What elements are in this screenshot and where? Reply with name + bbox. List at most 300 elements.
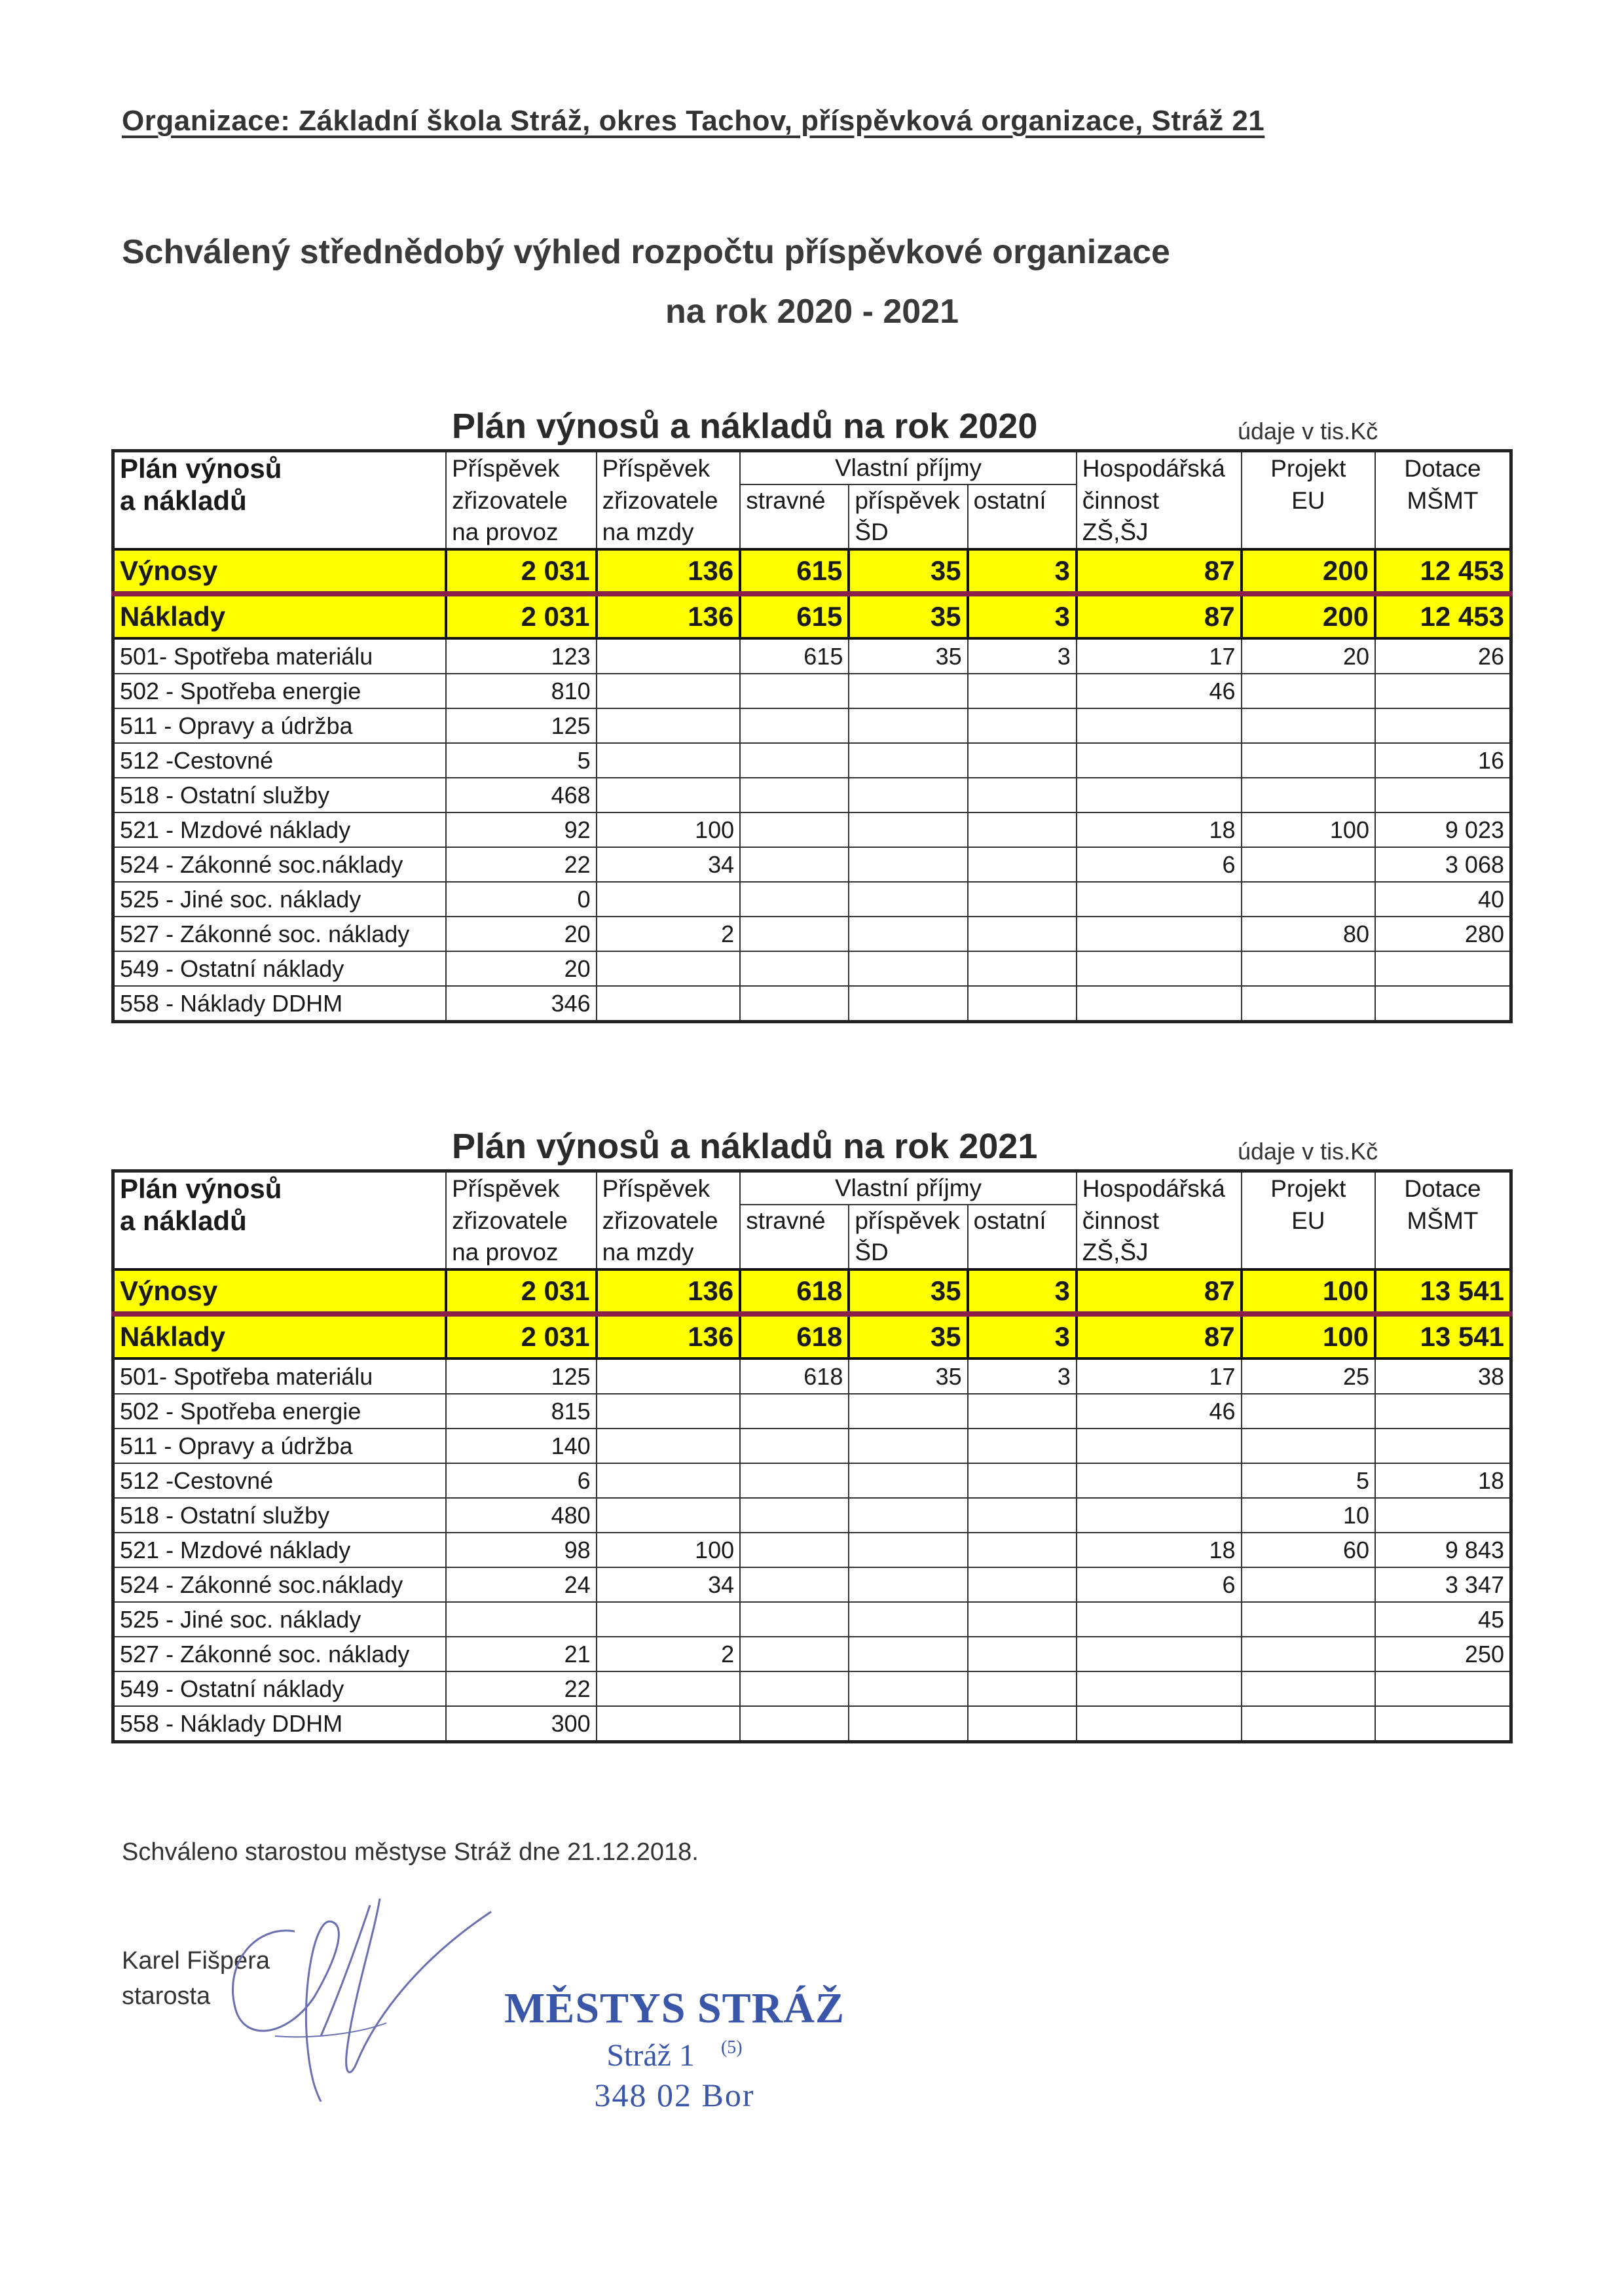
table-row bbox=[113, 986, 1511, 1022]
row-cell bbox=[740, 951, 849, 986]
table-row bbox=[113, 1358, 1511, 1394]
row-cell bbox=[849, 1671, 967, 1706]
row-cell bbox=[597, 1602, 741, 1637]
table-title: Plán výnosů a nákladů na rok 2020 bbox=[452, 407, 1038, 446]
header-ostatni: ostatní bbox=[968, 1205, 1077, 1237]
row-label: 501- Spotřeba materiálu bbox=[113, 1358, 447, 1394]
row-cell bbox=[597, 778, 741, 812]
row-label: 521 - Mzdové náklady bbox=[113, 812, 447, 847]
table-row bbox=[113, 1429, 1511, 1463]
signer-name: Karel Fišpera bbox=[122, 1947, 270, 1975]
row-cell: 17 bbox=[1077, 638, 1242, 674]
row-cell bbox=[1242, 743, 1375, 778]
sum-cell: 618 bbox=[740, 1314, 849, 1358]
row-cell: 100 bbox=[597, 1533, 741, 1567]
header-dotace: MŠMT bbox=[1375, 1205, 1511, 1237]
row-cell bbox=[1375, 1429, 1511, 1463]
sum-cell: 87 bbox=[1077, 549, 1242, 594]
row-cell: 22 bbox=[446, 847, 597, 882]
row-cell bbox=[1375, 1394, 1511, 1429]
row-cell bbox=[1242, 1671, 1375, 1706]
row-cell bbox=[968, 1706, 1077, 1742]
row-cell bbox=[740, 1637, 849, 1671]
row-label: 549 - Ostatní náklady bbox=[113, 951, 447, 986]
sum-cell: 12 453 bbox=[1375, 549, 1511, 594]
row-cell bbox=[740, 812, 849, 847]
naklady-label: Náklady bbox=[113, 1314, 447, 1358]
row-cell bbox=[597, 1671, 741, 1706]
row-cell bbox=[849, 986, 967, 1022]
table-row bbox=[113, 1463, 1511, 1498]
row-cell: 815 bbox=[446, 1394, 597, 1429]
header-mzdy: zřizovatele bbox=[597, 1205, 741, 1237]
row-cell bbox=[968, 1498, 1077, 1533]
handwritten-signature bbox=[216, 1886, 530, 2108]
row-cell: 346 bbox=[446, 986, 597, 1022]
header-label: Plán výnosů bbox=[113, 1171, 447, 1205]
sum-cell: 200 bbox=[1242, 549, 1375, 594]
sum-cell: 12 453 bbox=[1375, 594, 1511, 638]
header-mzdy: na mzdy bbox=[597, 1237, 741, 1269]
row-cell bbox=[968, 1463, 1077, 1498]
row-cell bbox=[1242, 1567, 1375, 1602]
row-cell bbox=[1077, 1463, 1242, 1498]
sum-cell: 35 bbox=[849, 1314, 967, 1358]
row-cell: 6 bbox=[446, 1463, 597, 1498]
row-cell bbox=[849, 778, 967, 812]
row-cell: 80 bbox=[1242, 917, 1375, 951]
row-cell bbox=[740, 882, 849, 917]
row-cell: 480 bbox=[446, 1498, 597, 1533]
row-cell bbox=[1242, 674, 1375, 708]
row-cell bbox=[1242, 1429, 1375, 1463]
row-cell: 60 bbox=[1242, 1533, 1375, 1567]
signer-role: starosta bbox=[122, 1982, 211, 2010]
row-cell bbox=[740, 1706, 849, 1742]
approval-note: Schváleno starostou městyse Stráž dne 21.12.2018. bbox=[122, 1838, 699, 1866]
row-cell bbox=[1077, 1706, 1242, 1742]
sum-cell: 615 bbox=[740, 549, 849, 594]
sum-cell: 87 bbox=[1077, 1314, 1242, 1358]
row-cell: 46 bbox=[1077, 674, 1242, 708]
stamp-address bbox=[498, 2037, 851, 2073]
row-cell: 100 bbox=[1242, 812, 1375, 847]
row-cell bbox=[1242, 882, 1375, 917]
header-row bbox=[113, 1237, 1511, 1269]
header-stravne-empty bbox=[740, 1237, 849, 1269]
header-hospodarska: činnost bbox=[1077, 484, 1242, 517]
row-cell bbox=[968, 1602, 1077, 1637]
table-row bbox=[113, 812, 1511, 847]
sum-cell: 136 bbox=[597, 1314, 741, 1358]
row-cell: 9 023 bbox=[1375, 812, 1511, 847]
row-cell bbox=[740, 1498, 849, 1533]
sum-cell: 2 031 bbox=[446, 549, 597, 594]
row-cell bbox=[740, 1394, 849, 1429]
vynosy-row bbox=[113, 1269, 1511, 1314]
sum-cell: 136 bbox=[597, 549, 741, 594]
row-cell bbox=[597, 638, 741, 674]
header-vlastni-prijmy: Vlastní příjmy bbox=[740, 1171, 1077, 1205]
header-projekt-empty bbox=[1242, 1237, 1375, 1269]
row-label: 524 - Zákonné soc.náklady bbox=[113, 1567, 447, 1602]
row-cell bbox=[740, 1533, 849, 1567]
header-provoz: na provoz bbox=[446, 1237, 597, 1269]
table-row bbox=[113, 1602, 1511, 1637]
row-cell bbox=[740, 847, 849, 882]
row-cell: 300 bbox=[446, 1706, 597, 1742]
sum-cell: 13 541 bbox=[1375, 1269, 1511, 1314]
header-prispevek-sd: ŠD bbox=[849, 517, 967, 549]
stamp-postal: 348 02 Bor bbox=[594, 2077, 755, 2113]
row-cell bbox=[1242, 778, 1375, 812]
row-cell bbox=[740, 1602, 849, 1637]
sum-cell: 2 031 bbox=[446, 1269, 597, 1314]
row-cell: 18 bbox=[1077, 812, 1242, 847]
header-stravne: stravné bbox=[740, 1205, 849, 1237]
header-mzdy: Příspěvek bbox=[597, 451, 741, 485]
vynosy-label: Výnosy bbox=[113, 549, 447, 594]
row-cell: 18 bbox=[1375, 1463, 1511, 1498]
document-subtitle: na rok 2020 - 2021 bbox=[665, 293, 959, 331]
row-cell: 24 bbox=[446, 1567, 597, 1602]
row-cell: 45 bbox=[1375, 1602, 1511, 1637]
header-row bbox=[113, 484, 1511, 517]
row-cell: 21 bbox=[446, 1637, 597, 1671]
row-cell bbox=[740, 1671, 849, 1706]
header-hospodarska: Hospodářská bbox=[1077, 1171, 1242, 1205]
row-cell bbox=[849, 743, 967, 778]
header-prispevek-sd: příspěvek bbox=[849, 1205, 967, 1237]
row-cell bbox=[968, 1567, 1077, 1602]
organization-line: Organizace: Základní škola Stráž, okres Tachov, příspěvková organizace, Stráž 21 bbox=[122, 105, 1265, 137]
row-cell bbox=[1242, 986, 1375, 1022]
table-row bbox=[113, 1498, 1511, 1533]
row-cell bbox=[968, 1429, 1077, 1463]
row-cell bbox=[1242, 1706, 1375, 1742]
row-cell bbox=[597, 674, 741, 708]
table-row bbox=[113, 1706, 1511, 1742]
row-cell: 618 bbox=[740, 1358, 849, 1394]
header-row bbox=[113, 517, 1511, 549]
row-cell bbox=[740, 743, 849, 778]
sum-cell: 2 031 bbox=[446, 594, 597, 638]
header-stravne: stravné bbox=[740, 484, 849, 517]
sum-cell: 3 bbox=[968, 1269, 1077, 1314]
row-label: 521 - Mzdové náklady bbox=[113, 1533, 447, 1567]
row-cell bbox=[597, 743, 741, 778]
row-cell bbox=[740, 917, 849, 951]
row-cell bbox=[740, 1567, 849, 1602]
row-cell: 5 bbox=[1242, 1463, 1375, 1498]
row-cell bbox=[849, 708, 967, 743]
row-cell bbox=[1375, 1498, 1511, 1533]
header-provoz: zřizovatele bbox=[446, 484, 597, 517]
row-cell: 35 bbox=[849, 1358, 967, 1394]
row-cell: 34 bbox=[597, 1567, 741, 1602]
row-cell bbox=[1077, 882, 1242, 917]
row-label: 511 - Opravy a údržba bbox=[113, 1429, 447, 1463]
row-cell bbox=[849, 1567, 967, 1602]
sum-cell: 100 bbox=[1242, 1269, 1375, 1314]
row-cell bbox=[849, 812, 967, 847]
table-row bbox=[113, 882, 1511, 917]
row-cell: 2 bbox=[597, 1637, 741, 1671]
sum-cell: 35 bbox=[849, 549, 967, 594]
row-cell bbox=[849, 1463, 967, 1498]
row-label: 524 - Zákonné soc.náklady bbox=[113, 847, 447, 882]
row-cell: 25 bbox=[1242, 1358, 1375, 1394]
row-cell bbox=[849, 882, 967, 917]
stamp-street: Stráž 1 bbox=[606, 2038, 695, 2073]
row-label: 518 - Ostatní služby bbox=[113, 1498, 447, 1533]
row-cell: 125 bbox=[446, 708, 597, 743]
row-cell bbox=[968, 708, 1077, 743]
row-cell bbox=[1077, 778, 1242, 812]
row-cell bbox=[968, 847, 1077, 882]
row-cell bbox=[968, 812, 1077, 847]
row-cell bbox=[740, 674, 849, 708]
row-cell bbox=[849, 951, 967, 986]
stamp-number: (5) bbox=[720, 2037, 743, 2058]
table-row bbox=[113, 1533, 1511, 1567]
row-cell bbox=[1242, 1602, 1375, 1637]
row-cell bbox=[968, 1394, 1077, 1429]
row-cell bbox=[740, 1463, 849, 1498]
row-cell: 40 bbox=[1375, 882, 1511, 917]
row-cell bbox=[597, 1394, 741, 1429]
row-cell: 22 bbox=[446, 1671, 597, 1706]
sum-cell: 618 bbox=[740, 1269, 849, 1314]
row-cell bbox=[597, 1706, 741, 1742]
row-cell: 468 bbox=[446, 778, 597, 812]
header-label: Plán výnosů bbox=[113, 451, 447, 485]
row-cell bbox=[849, 1533, 967, 1567]
sum-cell: 615 bbox=[740, 594, 849, 638]
row-cell bbox=[1375, 986, 1511, 1022]
row-cell bbox=[1375, 951, 1511, 986]
row-cell bbox=[1077, 986, 1242, 1022]
header-label: a nákladů bbox=[113, 1205, 447, 1237]
header-provoz: na provoz bbox=[446, 517, 597, 549]
row-cell bbox=[1375, 1671, 1511, 1706]
header-ostatni-empty bbox=[968, 1237, 1077, 1269]
row-cell bbox=[740, 778, 849, 812]
row-cell bbox=[849, 1498, 967, 1533]
stamp-municipality: MĚSTYS STRÁŽ bbox=[504, 1984, 845, 2032]
header-dotace: MŠMT bbox=[1375, 484, 1511, 517]
row-cell bbox=[968, 674, 1077, 708]
header-hospodarska: Hospodářská bbox=[1077, 451, 1242, 485]
header-prispevek-sd: příspěvek bbox=[849, 484, 967, 517]
header-label-empty bbox=[113, 1237, 447, 1269]
header-prispevek-sd: ŠD bbox=[849, 1237, 967, 1269]
row-cell: 3 068 bbox=[1375, 847, 1511, 882]
row-cell bbox=[1242, 1637, 1375, 1671]
header-stravne-empty bbox=[740, 517, 849, 549]
header-hospodarska: ZŠ,ŠJ bbox=[1077, 517, 1242, 549]
header-row bbox=[113, 451, 1511, 485]
row-cell bbox=[1077, 1671, 1242, 1706]
budget-table bbox=[111, 449, 1513, 1023]
row-cell: 98 bbox=[446, 1533, 597, 1567]
row-cell: 280 bbox=[1375, 917, 1511, 951]
document-title: Schválený střednědobý výhled rozpočtu příspěvkové organizace bbox=[122, 233, 1170, 271]
row-cell bbox=[1375, 674, 1511, 708]
official-stamp bbox=[498, 1984, 851, 2114]
row-cell: 100 bbox=[597, 812, 741, 847]
row-cell bbox=[1077, 1602, 1242, 1637]
header-vlastni-prijmy: Vlastní příjmy bbox=[740, 451, 1077, 485]
table-title: Plán výnosů a nákladů na rok 2021 bbox=[452, 1127, 1038, 1166]
row-cell: 26 bbox=[1375, 638, 1511, 674]
row-label: 527 - Zákonné soc. náklady bbox=[113, 917, 447, 951]
row-cell bbox=[968, 1533, 1077, 1567]
row-cell: 3 bbox=[968, 638, 1077, 674]
row-cell bbox=[849, 917, 967, 951]
header-hospodarska: činnost bbox=[1077, 1205, 1242, 1237]
row-label: 518 - Ostatní služby bbox=[113, 778, 447, 812]
sum-cell: 35 bbox=[849, 594, 967, 638]
row-cell bbox=[597, 1358, 741, 1394]
table-row bbox=[113, 951, 1511, 986]
sum-cell: 87 bbox=[1077, 1269, 1242, 1314]
row-cell bbox=[740, 1429, 849, 1463]
row-cell bbox=[740, 708, 849, 743]
row-cell: 615 bbox=[740, 638, 849, 674]
row-cell bbox=[1077, 951, 1242, 986]
row-label: 511 - Opravy a údržba bbox=[113, 708, 447, 743]
row-label: 501- Spotřeba materiálu bbox=[113, 638, 447, 674]
table-row bbox=[113, 778, 1511, 812]
header-provoz: Příspěvek bbox=[446, 1171, 597, 1205]
table-row bbox=[113, 847, 1511, 882]
row-label: 502 - Spotřeba energie bbox=[113, 1394, 447, 1429]
table-row bbox=[113, 1567, 1511, 1602]
row-cell bbox=[1077, 1637, 1242, 1671]
row-cell bbox=[849, 1394, 967, 1429]
row-cell bbox=[849, 1429, 967, 1463]
row-cell bbox=[968, 778, 1077, 812]
table-row bbox=[113, 708, 1511, 743]
vynosy-row bbox=[113, 549, 1511, 594]
sum-cell: 3 bbox=[968, 594, 1077, 638]
row-cell bbox=[597, 951, 741, 986]
row-cell: 3 bbox=[968, 1358, 1077, 1394]
unit-note: údaje v tis.Kč bbox=[1238, 1138, 1378, 1165]
row-cell bbox=[1375, 778, 1511, 812]
row-label: 525 - Jiné soc. náklady bbox=[113, 882, 447, 917]
row-cell bbox=[849, 847, 967, 882]
budget-table bbox=[111, 1169, 1513, 1743]
header-row bbox=[113, 1171, 1511, 1205]
row-cell bbox=[1375, 708, 1511, 743]
table-row bbox=[113, 638, 1511, 674]
table-row bbox=[113, 917, 1511, 951]
naklady-row bbox=[113, 594, 1511, 638]
sum-cell: 3 bbox=[968, 549, 1077, 594]
header-dotace-empty bbox=[1375, 1237, 1511, 1269]
row-cell: 0 bbox=[446, 882, 597, 917]
row-cell: 123 bbox=[446, 638, 597, 674]
header-ostatni: ostatní bbox=[968, 484, 1077, 517]
row-cell bbox=[968, 951, 1077, 986]
row-cell: 34 bbox=[597, 847, 741, 882]
row-cell: 46 bbox=[1077, 1394, 1242, 1429]
row-cell bbox=[849, 674, 967, 708]
row-cell: 6 bbox=[1077, 1567, 1242, 1602]
row-cell bbox=[1242, 847, 1375, 882]
row-cell bbox=[1242, 708, 1375, 743]
header-dotace: Dotace bbox=[1375, 1171, 1511, 1205]
row-cell bbox=[968, 882, 1077, 917]
row-cell bbox=[1375, 1706, 1511, 1742]
row-cell bbox=[446, 1602, 597, 1637]
header-dotace-empty bbox=[1375, 517, 1511, 549]
header-label-empty bbox=[113, 517, 447, 549]
row-cell bbox=[1242, 951, 1375, 986]
row-cell bbox=[1242, 1394, 1375, 1429]
row-cell bbox=[968, 917, 1077, 951]
header-label: a nákladů bbox=[113, 484, 447, 517]
sum-cell: 2 031 bbox=[446, 1314, 597, 1358]
row-label: 549 - Ostatní náklady bbox=[113, 1671, 447, 1706]
vynosy-label: Výnosy bbox=[113, 1269, 447, 1314]
row-cell: 92 bbox=[446, 812, 597, 847]
row-cell: 16 bbox=[1375, 743, 1511, 778]
header-provoz: Příspěvek bbox=[446, 451, 597, 485]
row-cell: 810 bbox=[446, 674, 597, 708]
row-cell bbox=[968, 1671, 1077, 1706]
row-cell: 9 843 bbox=[1375, 1533, 1511, 1567]
row-cell bbox=[1077, 1498, 1242, 1533]
header-projekt: EU bbox=[1242, 1205, 1375, 1237]
row-cell bbox=[849, 1706, 967, 1742]
row-cell: 3 347 bbox=[1375, 1567, 1511, 1602]
naklady-label: Náklady bbox=[113, 594, 447, 638]
row-label: 558 - Náklady DDHM bbox=[113, 1706, 447, 1742]
sum-cell: 136 bbox=[597, 1269, 741, 1314]
header-projekt: EU bbox=[1242, 484, 1375, 517]
row-cell bbox=[597, 986, 741, 1022]
row-cell: 18 bbox=[1077, 1533, 1242, 1567]
header-projekt: Projekt bbox=[1242, 451, 1375, 485]
row-cell bbox=[597, 708, 741, 743]
header-projekt: Projekt bbox=[1242, 1171, 1375, 1205]
row-cell bbox=[968, 743, 1077, 778]
row-cell bbox=[849, 1637, 967, 1671]
row-label: 512 -Cestovné bbox=[113, 1463, 447, 1498]
row-cell bbox=[1077, 743, 1242, 778]
sum-cell: 200 bbox=[1242, 594, 1375, 638]
table-row bbox=[113, 743, 1511, 778]
row-cell bbox=[597, 882, 741, 917]
sum-cell: 100 bbox=[1242, 1314, 1375, 1358]
header-projekt-empty bbox=[1242, 517, 1375, 549]
row-label: 525 - Jiné soc. náklady bbox=[113, 1602, 447, 1637]
row-cell: 20 bbox=[446, 917, 597, 951]
sum-cell: 13 541 bbox=[1375, 1314, 1511, 1358]
row-label: 502 - Spotřeba energie bbox=[113, 674, 447, 708]
header-dotace: Dotace bbox=[1375, 451, 1511, 485]
row-cell: 6 bbox=[1077, 847, 1242, 882]
row-cell: 38 bbox=[1375, 1358, 1511, 1394]
naklady-row bbox=[113, 1314, 1511, 1358]
header-provoz: zřizovatele bbox=[446, 1205, 597, 1237]
header-ostatni-empty bbox=[968, 517, 1077, 549]
row-cell bbox=[1077, 1429, 1242, 1463]
sum-cell: 136 bbox=[597, 594, 741, 638]
